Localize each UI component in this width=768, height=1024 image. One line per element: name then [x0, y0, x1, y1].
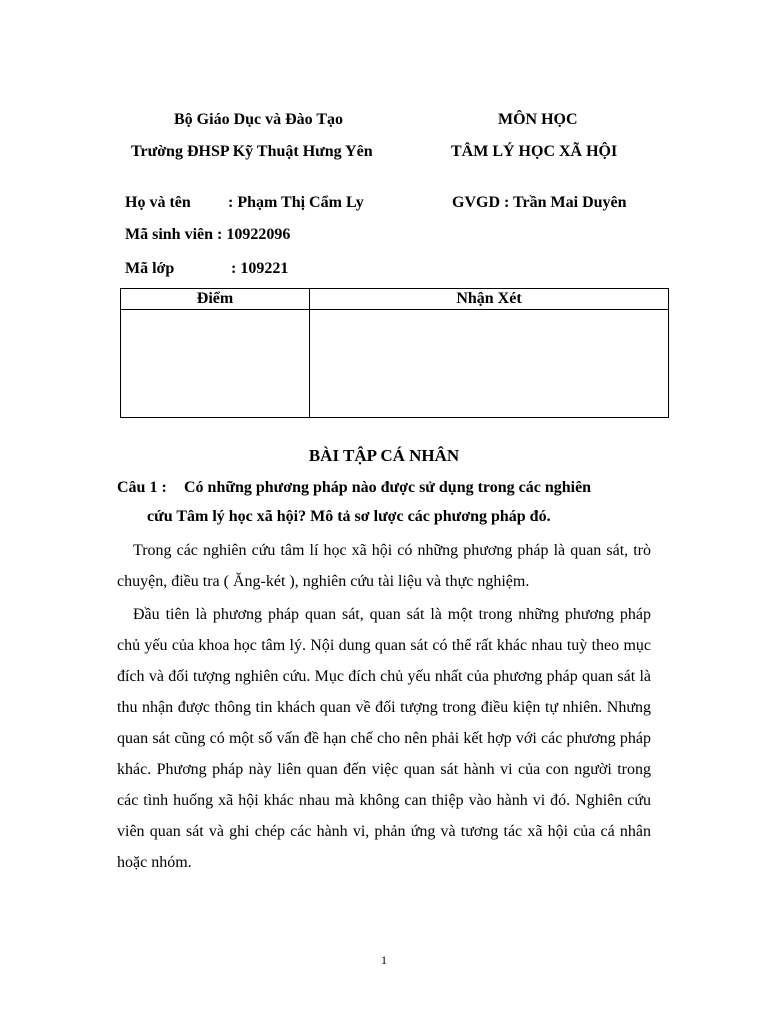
paragraph-observation: Đầu tiên là phương pháp quan sát, quan sát là một trong những phương pháp chủ yếu của khoa học tâm lý. Nội dung quan sát có thể rất khác nhau tuỳ theo mục đích và đối tượng nghiên cứu. Mục đích chủ yếu nhất của phương pháp quan sát là thu nhận được thông tin khách quan về đối tượng trong điều kiện tự nhiên. Nhưng quan sát cũng có một số vấn đề hạn chế cho nên phải kết hợp với các phương pháp khác. Phương pháp này liên quan đến việc quan sát hành vi của con người trong các tình huống xã hội khác nhau mà không can thiệp vào hành vi đó. Nghiên cứu viên quan sát và ghi chép các hành vi, phản ứng và tương tác xã hội của cá nhân hoặc nhóm.	[117, 606, 651, 871]
grade-table	[120, 288, 669, 418]
assignment-title: BÀI TẬP CÁ NHÂN	[308, 446, 460, 465]
subject-label: MÔN HỌC	[498, 111, 578, 128]
subject-name: TÂM LÝ HỌC XÃ HỘI	[451, 143, 618, 160]
class-value: : 109221	[231, 260, 289, 277]
question-number: Câu 1 :	[117, 479, 167, 496]
name-value: : Phạm Thị Cẩm Ly	[228, 194, 364, 211]
student-id: Mã sinh viên : 10922096	[125, 226, 291, 243]
class-label: Mã lớp	[125, 260, 175, 277]
question-text-line1: Có những phương pháp nào được sử dụng trong các nghiên	[184, 479, 592, 496]
score-cell	[121, 310, 309, 417]
question-text-line2: cứu Tâm lý học xã hội? Mô tả sơ lược các phương pháp đó.	[147, 508, 551, 525]
comment-cell	[310, 310, 668, 417]
score-header: Điểm	[196, 290, 234, 307]
school-name: Trường ĐHSP Kỹ Thuật Hưng Yên	[131, 143, 373, 160]
page-number: 1	[381, 953, 387, 967]
name-label: Họ và tên	[125, 194, 191, 211]
instructor: GVGD : Trần Mai Duyên	[452, 194, 627, 211]
comment-header: Nhận Xét	[456, 290, 522, 307]
ministry-name: Bộ Giáo Dục và Đào Tạo	[174, 111, 344, 128]
paragraph-intro: Trong các nghiên cứu tâm lí học xã hội có những phương pháp là quan sát, trò chuyện, điều tra ( Ăng-két ), nghiên cứu tài liệu và thực nghiệm.	[117, 542, 651, 590]
